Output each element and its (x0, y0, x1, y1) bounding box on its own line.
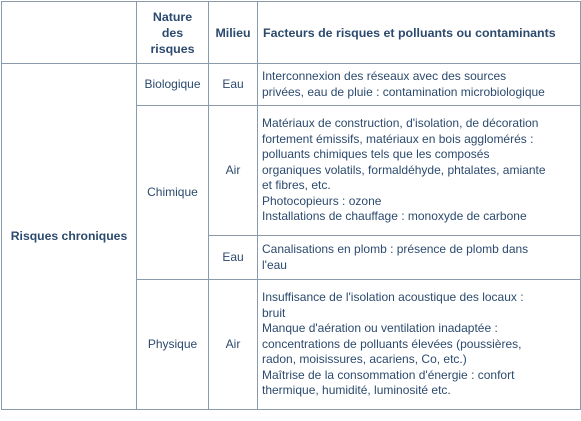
milieu-physique: Air (209, 280, 258, 410)
milieu-chimique-eau: Eau (209, 236, 258, 280)
facteurs-line: fortement émissifs, matériaux en bois agglomérés : (262, 131, 534, 146)
facteurs-line: bruit (262, 305, 286, 320)
nature-chimique: Chimique (137, 106, 209, 280)
facteurs-line: Photocopieurs : ozone (262, 193, 382, 208)
facteurs-line: Manque d'aération ou ventilation inadaptée : (262, 321, 498, 336)
milieu-chimique-air: Air (209, 106, 258, 236)
header-row (2, 2, 581, 64)
nature-physique: Physique (137, 280, 209, 410)
nature-biologique: Biologique (137, 64, 209, 106)
risk-table (1, 1, 581, 410)
facteurs-line: et fibres, etc. (262, 178, 331, 193)
header-empty-cell (2, 2, 137, 64)
facteurs-line: polluants chimiques tels que les composés (262, 147, 490, 162)
facteurs-chimique-eau (258, 236, 581, 280)
facteurs-chimique-air (258, 106, 581, 236)
facteurs-line: thermique, humidité, luminosité etc. (262, 383, 451, 398)
header-milieu: Milieu (209, 2, 258, 64)
row-biologique (2, 64, 581, 106)
facteurs-line: Interconnexion des réseaux avec des sources (262, 68, 507, 83)
facteurs-biologique (258, 64, 581, 106)
milieu-biologique: Eau (209, 64, 258, 106)
facteurs-line: Maîtrise de la consommation d'énergie : confort (262, 367, 515, 382)
facteurs-line: concentrations de polluants élevées (poussières, (262, 336, 522, 351)
facteurs-line: radon, moisissures, acariens, Co, etc.) (262, 352, 467, 367)
facteurs-line: l'eau (262, 257, 287, 272)
header-nature: Nature des risques (137, 2, 209, 64)
facteurs-line: Insuffisance de l'isolation acoustique des locaux : (262, 289, 524, 304)
header-facteurs: Facteurs de risques et polluants ou contaminants (258, 2, 581, 64)
facteurs-line: organiques volatils, formaldéhyde, phtalates, amiante (262, 162, 546, 177)
facteurs-line: privées, eau de pluie : contamination microbiologique (262, 84, 545, 99)
category-cell: Risques chroniques (2, 64, 137, 410)
facteurs-line: Installations de chauffage : monoxyde de carbone (262, 209, 527, 224)
facteurs-physique (258, 280, 581, 410)
facteurs-line: Canalisations en plomb : présence de plomb dans (262, 241, 529, 256)
facteurs-line: Matériaux de construction, d'isolation, de décoration (262, 115, 539, 130)
